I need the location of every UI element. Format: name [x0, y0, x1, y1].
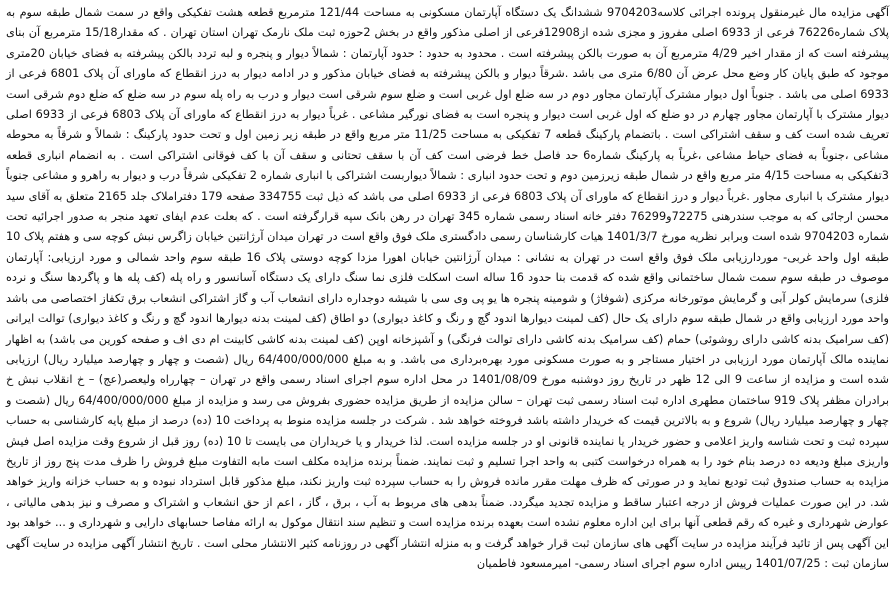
- notice-body-text: آگهی مزایده مال غیرمنقول پرونده اجرائی کلاسه9704203 ششدانگ یک دستگاه آپارتمان مسکونی به مساحت 121/44 مترمربع قطعه هشت تفکیکی واقع در سمت شمال طبقه سوم به پلاک شماره76226 فرعی از 6933 اصلی مفروز و مجزی شده از12908فرعی از اصلی مذکور واقع در بخش 2حوزه ثبت ملک نارمک تهران استان تهران . که مقدار15/18 مترمربع آن بنای پیشرفته است که از مقدار اخیر 4/29 مترمربع آن به صورت بالکن پیشرفته است . محدود به حدود : حدود آپارتمان : شمالاً دیوار و پنجره و لبه تردد بالکن پیشرفته به فضای خیابان 20متری موجود که طبق پایان کار وضع محل عرض آن 6/80 متری می باشد .شرقاً دیوار و بالکن پیشرفته به فضای خیابان مذکور و در ادامه دیوار به درز انقطاع که ماورای آن پلاک 6801 فرعی از 6933 اصلی می باشد . جنوباً اول دیوار مشترک آپارتمان مجاور دوم در سه ضلع اول غربی است و ضلع سوم شرقی است دیوار و درب به راه پله سوم در سه ضلع که ضلع دوم شرقی است دیوار مشترک با آپارتمان مجاور چهارم در دو ضلع که اول غربی است دیوار و پنجره است به فضای نورگیر مشاعی . غرباً دیوار به درز انقطاع که ماورای آن پلاک 6803 فرعی از 6933 اصلی تعریف شده است کف و سقف اشتراکی است . باتضمام پارکینگ قطعه 7 تفکیکی به مساحت 11/25 متر مربع واقع در طبقه زیر زمین اول و تحت حدود پارکینگ : شمالاً و شرقاً به محوطه مشاعی ،جنوباً به فضای حیاط مشاعی ،غرباً به پارکینگ شماره6 حد فاصل خط فرضی است کف آن با سقف تحتانی و سقف آن با کف فوقانی اشتراکی است . به انضمام انباری قطعه 3تفکیکی به مساحت 4/15 متر مربع واقع در شمال طبقه زیرزمین دوم و تحت حدود انباری : شمالاً دیواربست اشتراکی با انباری شماره 2 تفکیکی شرقاً درب و دیوار به راهرو و مشاعی جنوباً دیوار مشترک با انباری مجاور .غرباً دیوار و درز انقطاع که ماورای آن پلاک 6803 فرعی از 6933 اصلی می باشد که ذیل ثبت 334755 صفحه 179 دفتراملاک جلد 2165 متعلق به آقای سید محسن ارجائی که به موجب سندرهنی 72275و76299 دفتر خانه اسناد رسمی شماره 345 تهران در رهن بانک سپه قرارگرفته است . که بعلت عدم ایفای تعهد منجر به صدور اجرائیه تحت شماره 9704203 شده است وبرابر نظریه مورخ 1401/3/7 هیات کارشناسان رسمی دادگستری ملک فوق واقع است در تهران میدان آرژانتین خیابان زاگرس نبش کوچه سی و هفتم پلاک 10 طبقه اول واحد غربی- موردارزیابی ملک فوق واقع است در تهران به نشانی : میدان آرژانتین خیابان اهورا مزدا کوچه دوستی پلاک 16 طبقه سوم واحد شمالی و مورد ارزیابی: آپارتمان موصوف در طبقه سوم سمت شمال ساختمانی واقع شده که قدمت بنا حدود 16 ساله است اسکلت فلزی نما سنگ دارای یک دستگاه آسانسور و راه پله (کف پله ها و پاگردها سنگ و نرده فلزی) سرمایش کولر آبی و گرمایش موتورخانه مرکزی (شوفاژ) و شومینه پنجره ها یو پی وی سی با شیشه دوجداره دارای انشعاب آب و گاز اشتراکی انشعاب برق تکفاز اختصاصی می باشد واحد مورد ارزیابی واقع در شمال طبقه سوم دارای یک حال (کف لمینت دیوارها اندود گچ و رنگ و کاغذ دیواری) دو اطاق (کف لمینت بدنه دیوارها اندود گچ و رنگ و کاغذ دیواری) توالت ایرانی (کف سرامیک بدنه کاشی دارای روشوئی) حمام (کف سرامیک بدنه کاشی دارای توالت فرنگی) و آشپزخانه اوپن (کف لمینت بدنه کاشی کابینت ام دی اف و صفحه کورین می باشد) به اظهار نماینده مالک آپارتمان مورد ارزیابی در اختیار مستاجر و به صورت مسکونی مورد بهره‌برداری می باشد. و به مبلغ 64/400/000/000 ریال (شصت و چهار و چهارصد میلیارد ریال) ارزیابی شده است و مزایده از ساعت 9 الی 12 ظهر در تاریخ روز دوشنبه مورخ 1401/08/09 در محل اداره سوم اجرای اسناد رسمی واقع در تهران – چهارراه ولیعصر(عج) – خ انقلاب نبش خ برادران مظفر پلاک 919 ساختمان مطهری اداره ثبت اسناد رسمی ثبت تهران – سالن مزایده از طریق مزایده حضوری بفروش می رسد و مزایده از مبلغ 64/400/000/000 ریال (شصت و چهار و چهارصد میلیارد ریال) شروع و به بالاترین قیمت که خریدار داشته باشد فروخته خواهد شد . شرکت در جلسه مزایده منوط به پرداخت 10 (ده) درصد از مبلغ پایه کارشناسی به حساب سپرده ثبت و تحت شناسه واریز اعلامی و حضور خریدار یا نماینده قانونی او در جلسه مزایده است. لذا خریدار و یا خریداران می بایست تا 10 (ده) روز قبل از شروع وقت مزایده اصل فیش واریزی مبلغ ودیعه ده درصد بنام خود را به همراه درخواست کتبی به واحد اجرا تسلیم و ثبت نمایند. ضمناً برنده مزایده مکلف است مابه التفاوت مبلغ فروش را ظرف مدت پنج روز از تاریخ مزایده به حساب صندوق ثبت تودیع نماید و در صورتی که ظرف مهلت مقرر مانده فروش را به حساب سپرده ثبت واریز نکند، مبلغ مذکور قابل استرداد نبوده و به حساب خزانه واریز خواهد شد. در این صورت عملیات فروش از درجه اعتبار ساقط و مزایده تجدید میگردد. ضمناً بدهی های مربوط به آب ، برق ، گاز ، اعم از حق انشعاب و اشتراک و مصرف و نیز بدهی مالیاتی ، عوارض شهرداری و غیره که رقم قطعی آنها برای این اداره معلوم نشده است بعهده برنده مزایده است و تنظیم سند انتقال موکول به ارائه مفاصا حسابهای دارایی و شهرداری و ... خواهد بود این آگهی پس از تائید فرآیند مزایده در سایت آگهی های سازمان ثبت قرار خواهد گرفت و به منزله انتشار آگهی در روزنامه کثیر الانتشار محلی است . تاریخ انتشار آگهی مزایده در سایت آگهی سازمان ثبت : 1401/07/25 رییس اداره سوم اجرای اسناد رسمی- امیرمسعود فاطمیان: [6, 6, 890, 570]
